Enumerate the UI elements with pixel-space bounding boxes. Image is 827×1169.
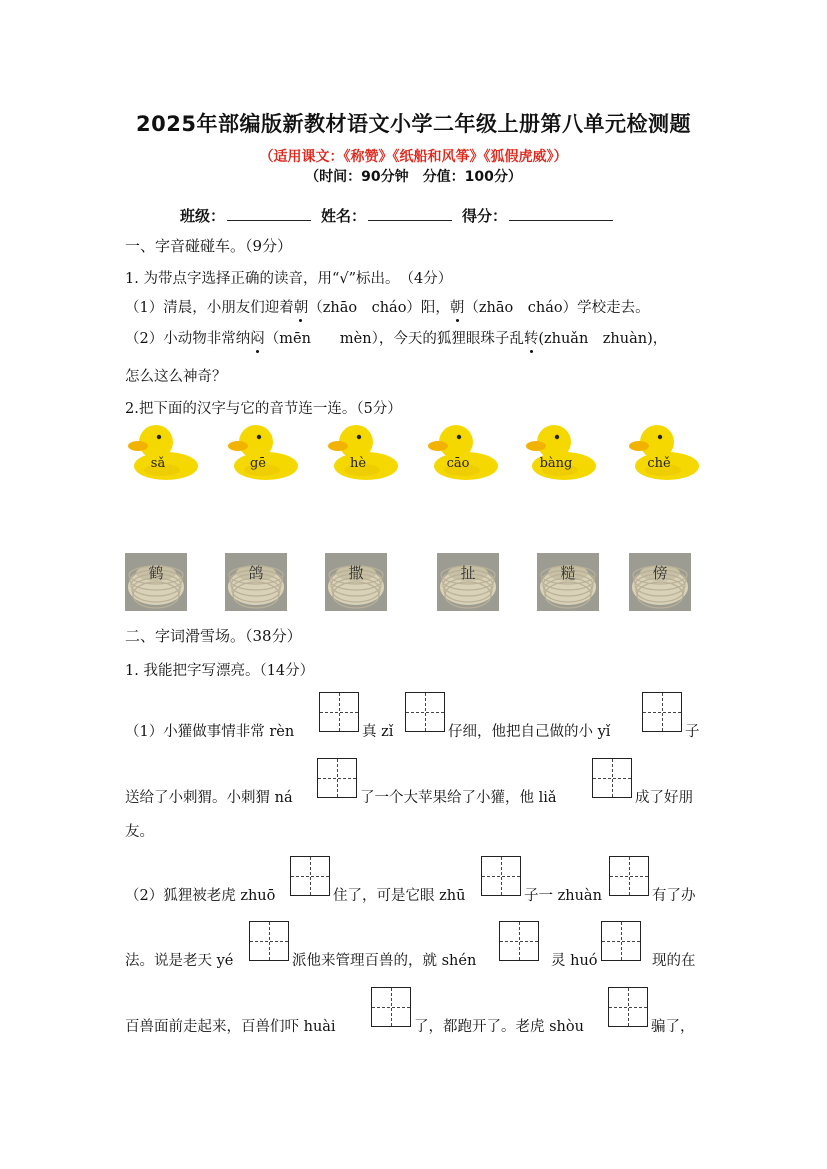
- nest-char-label: 糙: [560, 564, 576, 582]
- duck-icon: [126, 420, 198, 482]
- p2-text: 百兽面前走起来，百兽们吓 huài: [125, 1019, 336, 1035]
- writing-grid[interactable]: [608, 987, 648, 1027]
- writing-grid[interactable]: [317, 758, 357, 798]
- writing-grid[interactable]: [405, 692, 445, 732]
- page-title: 2025年部编版新教材语文小学二年级上册第八单元检测题: [136, 112, 691, 136]
- applicable-lessons: （适用课文：《称赞》《纸船和风筝》《狐假虎威》）: [259, 149, 568, 165]
- student-info-fields: [180, 205, 613, 226]
- q1-sentence-1: （1）清晨，小朋友们迎着朝（zhāo cháo）阳，朝（zhāo cháo）学校走去。: [125, 300, 650, 316]
- nest-character[interactable]: [125, 553, 187, 611]
- nest-character[interactable]: [537, 553, 599, 611]
- pinyin-choice[interactable]: （zhāo cháo）学校走去。: [464, 300, 650, 316]
- syllable-label: bàng: [539, 456, 573, 471]
- q1-sentence-3: 怎么这么神奇？: [125, 369, 227, 385]
- nest-char-label: 鹤: [148, 564, 164, 582]
- name-field[interactable]: 姓名：: [321, 205, 452, 226]
- duck-icon: [627, 420, 699, 482]
- dotted-char: 朝: [293, 300, 309, 316]
- syllable-label: chě: [647, 456, 671, 471]
- p2-text: 法。说是老天 yé: [125, 953, 234, 969]
- writing-grid[interactable]: [481, 856, 521, 896]
- writing-grid[interactable]: [249, 921, 289, 961]
- duck-icon: [524, 420, 596, 482]
- q1-sentence-2: （2）小动物非常纳闷（mēn mèn），今天的狐狸眼珠子乱转(zhuǎn zhuàn)，: [125, 331, 668, 347]
- pinyin-choice[interactable]: （mēn mèn），今天的狐狸眼珠子乱: [264, 331, 524, 347]
- duck-icon: [326, 420, 398, 482]
- duck-syllable[interactable]: [426, 420, 498, 482]
- writing-grid[interactable]: [609, 856, 649, 896]
- syllable-label: cāo: [446, 456, 470, 471]
- score-field[interactable]: 得分：: [462, 205, 613, 226]
- writing-grid[interactable]: [319, 692, 359, 732]
- duck-icon: [226, 420, 298, 482]
- p1-text: （1）小獾做事情非常 rèn: [125, 724, 295, 740]
- syllable-label: gē: [249, 456, 266, 471]
- nest-character[interactable]: [325, 553, 387, 611]
- p2-text: 了，都跑开了。老虎 shòu: [414, 1019, 584, 1035]
- s2-q1-prompt: 1. 我能把字写漂亮。（14分）: [125, 663, 315, 679]
- dotted-char: 朝: [449, 300, 465, 316]
- writing-grid[interactable]: [592, 758, 632, 798]
- nest-character[interactable]: [437, 553, 499, 611]
- dotted-char: 转: [523, 331, 539, 347]
- writing-grid[interactable]: [290, 856, 330, 896]
- time-and-score: （时间：90分钟 分值：100分）: [305, 169, 522, 185]
- pinyin-choice[interactable]: (zhuǎn zhuàn)，: [538, 331, 668, 347]
- duck-icon: [426, 420, 498, 482]
- q1-prompt: 1. 为带点字选择正确的读音，用“√”标出。 （4分）: [125, 271, 453, 287]
- p1-text: 成了好朋: [635, 790, 693, 806]
- syllable-label: hè: [349, 456, 367, 471]
- nest-character[interactable]: [629, 553, 691, 611]
- p2-text: 有了办: [652, 888, 696, 904]
- duck-syllable[interactable]: [326, 420, 398, 482]
- duck-syllable[interactable]: [226, 420, 298, 482]
- q2-prompt: 2.把下面的汉字与它的音节连一连。（5分）: [125, 401, 402, 417]
- pinyin-choice[interactable]: （zhāo cháo）阳，: [308, 300, 450, 316]
- p1-text: 送给了小刺猬。小刺猬 ná: [125, 790, 293, 806]
- duck-syllable[interactable]: [524, 420, 596, 482]
- writing-grid[interactable]: [371, 987, 411, 1027]
- duck-syllable[interactable]: [126, 420, 198, 482]
- dotted-char: 闷: [250, 331, 265, 347]
- writing-grid[interactable]: [642, 692, 682, 732]
- section2-title: 二、字词滑雪场。（38分）: [125, 627, 302, 645]
- p2-text: 住了，可是它眼 zhū: [333, 888, 466, 904]
- p2-text: 骗了，: [651, 1019, 695, 1035]
- nest-char-label: 傍: [652, 564, 668, 582]
- nest-char-label: 鸽: [248, 564, 264, 582]
- duck-syllable[interactable]: [627, 420, 699, 482]
- p1-text: 真 zǐ: [362, 724, 394, 740]
- syllable-label: sǎ: [150, 456, 166, 471]
- p2-text: （2）狐狸被老虎 zhuō: [125, 888, 276, 904]
- p1-text: 了一个大苹果给了小獾，他 liǎ: [360, 790, 557, 806]
- p2-text: 现的在: [652, 953, 696, 969]
- nest-char-label: 撒: [348, 564, 364, 582]
- writing-grid[interactable]: [601, 921, 641, 961]
- section1-title: 一、字音碰碰车。（9分）: [125, 237, 293, 255]
- p2-text: 派他来管理百兽的，就 shén: [292, 953, 477, 969]
- class-field[interactable]: 班级：: [180, 205, 311, 226]
- p2-text: 灵 huó: [551, 953, 598, 969]
- p2-text: 子一 zhuàn: [524, 888, 602, 904]
- writing-grid[interactable]: [499, 921, 539, 961]
- p1-text: 子: [685, 724, 700, 740]
- nest-character[interactable]: [225, 553, 287, 611]
- nest-char-label: 扯: [460, 564, 476, 582]
- p1-text: 友。: [125, 824, 154, 840]
- p1-text: 仔细，他把自己做的小 yǐ: [448, 724, 611, 740]
